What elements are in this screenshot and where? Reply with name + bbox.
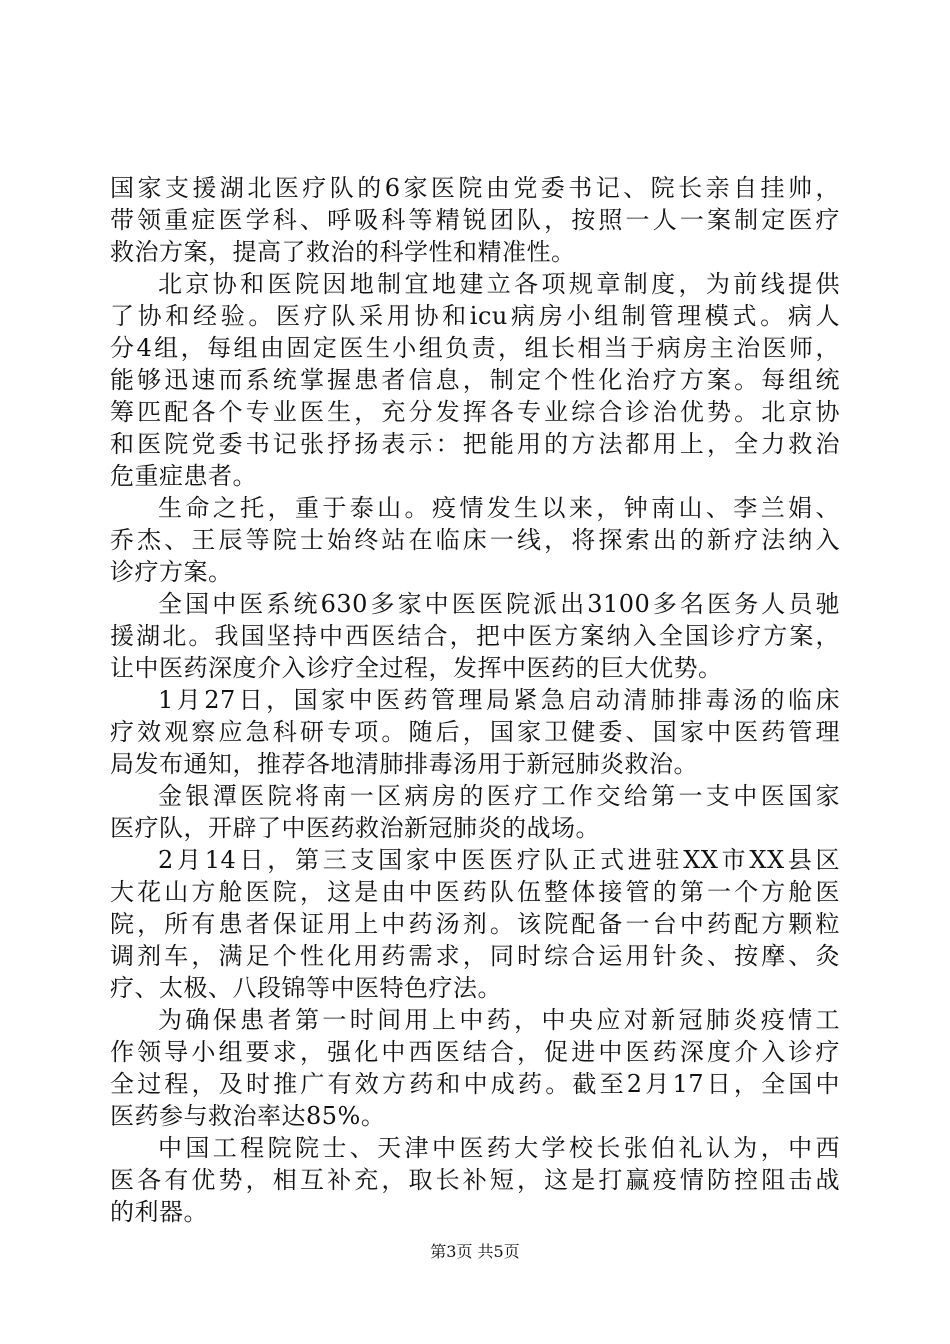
text-line: 诊疗方案。 (110, 558, 233, 586)
text-line: 乔杰、王辰等院士始终站在临床一线，将探索出的新疗法纳入 (110, 526, 840, 554)
text-line: 带领重症医学科、呼吸科等精锐团队，按照一人一案制定医疗 (110, 206, 840, 234)
text-line: 国家支援湖北医疗队的6家医院由党委书记、院长亲自挂帅， (110, 174, 840, 202)
page-footer: 第3页 共5页 (430, 1242, 520, 1261)
paragraph (110, 492, 840, 588)
text-line: 医药参与救治率达85%。 (110, 1102, 386, 1130)
text-line: 危重症患者。 (110, 462, 257, 490)
text-line: 作领导小组要求，强化中西医结合，促进中医药深度介入诊疗 (110, 1038, 840, 1066)
paragraph (110, 588, 840, 684)
text-line: 全过程，及时推广有效方药和中成药。截至2月17日，全国中 (110, 1070, 840, 1098)
text-line: 局发布通知，推荐各地清肺排毒汤用于新冠肺炎救治。 (110, 750, 698, 778)
paragraph (110, 268, 840, 492)
text-line: 和医院党委书记张抒扬表示：把能用的方法都用上，全力救治 (110, 430, 840, 458)
text-line: 2月14日，第三支国家中医医疗队正式进驻XX市XX县区 (158, 846, 840, 874)
paragraph (110, 844, 840, 1004)
text-line: 援湖北。我国坚持中西医结合，把中医方案纳入全国诊疗方案， (110, 622, 840, 650)
paragraph (110, 684, 840, 780)
text-line: 医疗队，开辟了中医药救治新冠肺炎的战场。 (110, 814, 600, 842)
text-line: 救治方案，提高了救治的科学性和精准性。 (110, 238, 576, 266)
text-line: 1月27日，国家中医药管理局紧急启动清肺排毒汤的临床 (158, 686, 840, 714)
text-line: 疗效观察应急科研专项。随后，国家卫健委、国家中医药管理 (110, 718, 840, 746)
article-body (110, 172, 840, 1228)
paragraph (110, 172, 840, 268)
text-line: 疗、太极、八段锦等中医特色疗法。 (110, 974, 502, 1002)
text-line: 北京协和医院因地制宜地建立各项规章制度，为前线提供 (158, 270, 840, 298)
text-line: 能够迅速而系统掌握患者信息，制定个性化治疗方案。每组统 (110, 366, 840, 394)
text-line: 金银潭医院将南一区病房的医疗工作交给第一支中医国家 (158, 782, 840, 810)
paragraph (110, 1004, 840, 1132)
text-line: 中国工程院院士、天津中医药大学校长张伯礼认为，中西 (158, 1134, 840, 1162)
text-line: 医各有优势，相互补充，取长补短，这是打赢疫情防控阻击战 (110, 1166, 840, 1194)
text-line: 分4组，每组由固定医生小组负责，组长相当于病房主治医师， (110, 334, 840, 362)
text-line: 让中医药深度介入诊疗全过程，发挥中医药的巨大优势。 (110, 654, 723, 682)
text-line: 的利器。 (110, 1198, 208, 1226)
paragraph (110, 1132, 840, 1228)
text-line: 调剂车，满足个性化用药需求，同时综合运用针灸、按摩、灸 (110, 942, 840, 970)
text-line: 生命之托，重于泰山。疫情发生以来，钟南山、李兰娟、 (158, 494, 840, 522)
text-line: 大花山方舱医院，这是由中医药队伍整体接管的第一个方舱医 (110, 878, 840, 906)
text-line: 为确保患者第一时间用上中药，中央应对新冠肺炎疫情工 (158, 1006, 840, 1034)
text-line: 了协和经验。医疗队采用协和icu病房小组制管理模式。病人 (110, 302, 840, 330)
text-line: 全国中医系统630多家中医医院派出3100多名医务人员驰 (158, 590, 840, 618)
text-line: 院，所有患者保证用上中药汤剂。该院配备一台中药配方颗粒 (110, 910, 840, 938)
paragraph (110, 780, 840, 844)
text-line: 筹匹配各个专业医生，充分发挥各专业综合诊治优势。北京协 (110, 398, 840, 426)
